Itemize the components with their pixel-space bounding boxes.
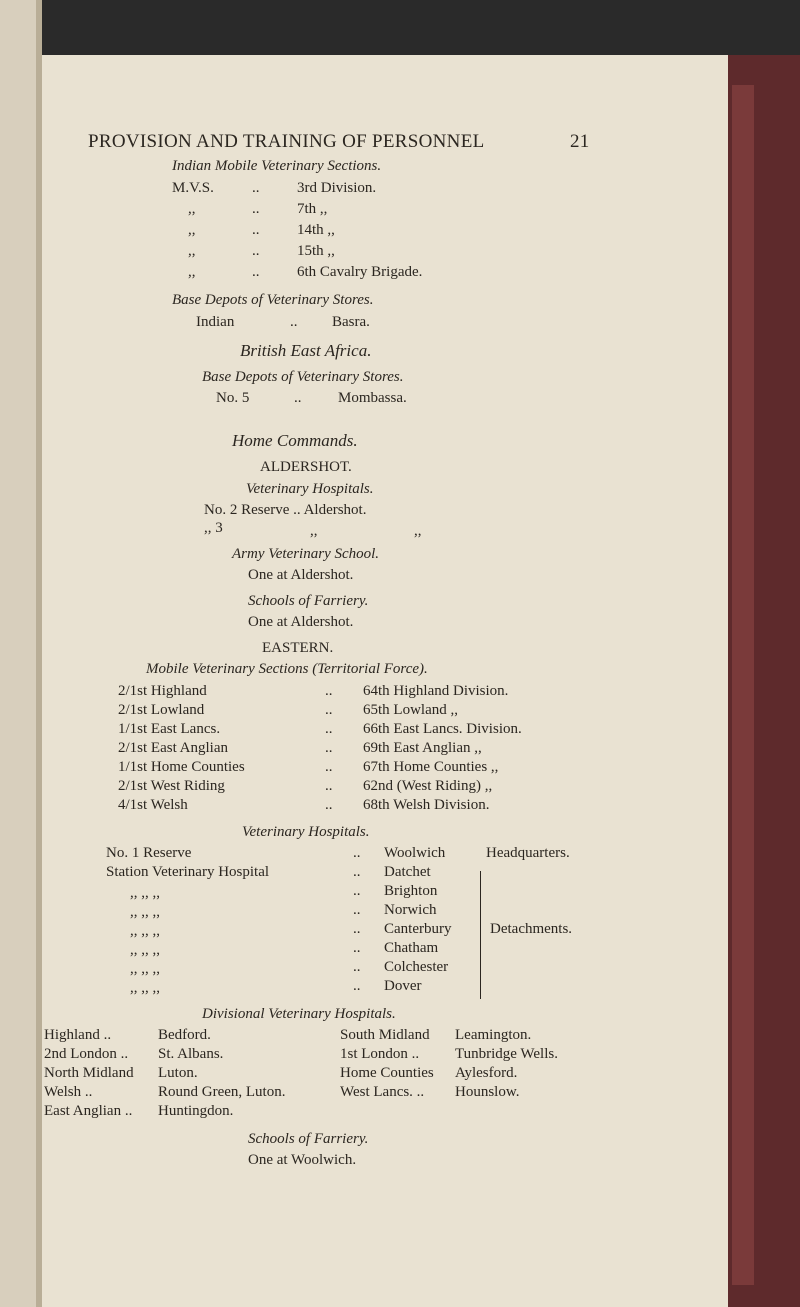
mvs-unit: 2/1st Highland bbox=[118, 683, 207, 699]
leader-dots: .. bbox=[353, 921, 361, 937]
leader-dots: .. bbox=[290, 314, 298, 330]
hospital-row: No. 2 Reserve .. Aldershot. bbox=[204, 502, 367, 518]
division-name: North Midland bbox=[44, 1065, 134, 1081]
division-name: Home Counties bbox=[340, 1065, 434, 1081]
detachments-label: Detachments. bbox=[490, 921, 573, 937]
ditto-mark: ,, ,, ,, bbox=[130, 942, 160, 958]
school-text: One at Aldershot. bbox=[248, 614, 354, 630]
division-name: West Lancs. .. bbox=[340, 1084, 425, 1100]
ditto-mark: ,, bbox=[188, 243, 196, 259]
subheading: Veterinary Hospitals. bbox=[246, 481, 374, 497]
mvs-value: 3rd Division. bbox=[297, 180, 377, 196]
subheading: Mobile Veterinary Sections (Territorial Force). bbox=[146, 661, 428, 677]
mvs-division: 67th Home Counties ,, bbox=[363, 759, 499, 775]
hospital-location: Chatham bbox=[384, 940, 439, 956]
subheading: Base Depots of Veterinary Stores. bbox=[172, 292, 374, 308]
mvs-unit: 2/1st East Anglian bbox=[118, 740, 228, 756]
leader-dots: .. bbox=[325, 702, 333, 718]
division-name: 1st London .. bbox=[340, 1046, 420, 1062]
school-text: One at Aldershot. bbox=[248, 567, 354, 583]
mvs-unit: 1/1st East Lancs. bbox=[118, 721, 221, 737]
ditto-mark: ,, ,, ,, bbox=[130, 923, 160, 939]
hospital-location: Dover bbox=[384, 978, 422, 994]
depot-label: No. 5 bbox=[216, 390, 250, 406]
hospital-location: Aylesford. bbox=[455, 1065, 518, 1081]
hospital-location: Huntingdon. bbox=[158, 1103, 234, 1119]
leader-dots: .. bbox=[353, 978, 361, 994]
leader-dots: .. bbox=[252, 243, 260, 259]
hospital-location: Hounslow. bbox=[455, 1084, 520, 1100]
leader-dots: .. bbox=[325, 797, 333, 813]
leader-dots: .. bbox=[325, 721, 333, 737]
leader-dots: .. bbox=[353, 864, 361, 880]
ditto-mark: ,, bbox=[414, 523, 422, 539]
mvs-value: 7th ,, bbox=[297, 201, 328, 217]
subheading: Base Depots of Veterinary Stores. bbox=[202, 369, 404, 385]
leader-dots: .. bbox=[294, 390, 302, 406]
mvs-division: 68th Welsh Division. bbox=[363, 797, 490, 813]
book-spine-shadow bbox=[0, 0, 42, 1307]
hospital-location: Colchester bbox=[384, 959, 449, 975]
mvs-division: 64th Highland Division. bbox=[363, 683, 509, 699]
subheading: Divisional Veterinary Hospitals. bbox=[202, 1006, 396, 1022]
leader-dots: .. bbox=[353, 959, 361, 975]
mvs-division: 62nd (West Riding) ,, bbox=[363, 778, 493, 794]
division-name: 2nd London .. bbox=[44, 1046, 129, 1062]
hospital-location: Canterbury bbox=[384, 921, 452, 937]
section-heading: Indian Mobile Veterinary Sections. bbox=[172, 158, 382, 174]
leader-dots: .. bbox=[353, 845, 361, 861]
subheading: Schools of Farriery. bbox=[248, 593, 369, 609]
book-cover-edge bbox=[722, 55, 800, 1307]
ditto-mark: ,, ,, ,, bbox=[130, 961, 160, 977]
division-name: East Anglian .. bbox=[44, 1103, 133, 1119]
command-heading: ALDERSHOT. bbox=[260, 459, 352, 475]
mvs-unit: 2/1st Lowland bbox=[118, 702, 205, 718]
subheading: Army Veterinary School. bbox=[232, 546, 380, 562]
subheading: Schools of Farriery. bbox=[248, 1131, 369, 1147]
division-name: Welsh .. bbox=[44, 1084, 93, 1100]
ditto-mark: ,, bbox=[310, 523, 318, 539]
hospital-location: Luton. bbox=[158, 1065, 198, 1081]
hospital-location: Bedford. bbox=[158, 1027, 211, 1043]
hospital-location: Datchet bbox=[384, 864, 431, 880]
leader-dots: .. bbox=[325, 683, 333, 699]
ditto-mark: ,, ,, ,, bbox=[130, 980, 160, 996]
leader-dots: .. bbox=[353, 883, 361, 899]
mvs-unit: 2/1st West Riding bbox=[118, 778, 225, 794]
hospital-location: Woolwich bbox=[384, 845, 446, 861]
depot-value: Mombassa. bbox=[338, 390, 407, 406]
hospital-name: No. 1 Reserve bbox=[106, 845, 192, 861]
division-name: Highland .. bbox=[44, 1027, 112, 1043]
depot-label: Indian bbox=[196, 314, 235, 330]
hospital-name: Station Veterinary Hospital bbox=[106, 864, 270, 880]
hospital-location: Brighton bbox=[384, 883, 438, 899]
division-name: South Midland bbox=[340, 1027, 430, 1043]
ditto-mark: ,, bbox=[188, 222, 196, 238]
mvs-unit: 1/1st Home Counties bbox=[118, 759, 245, 775]
hospital-location: Leamington. bbox=[455, 1027, 532, 1043]
hospital-location: Norwich bbox=[384, 902, 437, 918]
hospital-location: St. Albans. bbox=[158, 1046, 224, 1062]
subheading: Veterinary Hospitals. bbox=[242, 824, 370, 840]
leader-dots: .. bbox=[353, 940, 361, 956]
ditto-mark: ,, bbox=[188, 264, 196, 280]
section-heading: Home Commands. bbox=[232, 431, 358, 450]
mvs-value: 15th ,, bbox=[297, 243, 335, 259]
mvs-value: 6th Cavalry Brigade. bbox=[297, 264, 423, 280]
leader-dots: .. bbox=[252, 201, 260, 217]
leader-dots: .. bbox=[252, 222, 260, 238]
mvs-value: 14th ,, bbox=[297, 222, 335, 238]
page-number: 21 bbox=[570, 131, 590, 152]
section-heading: British East Africa. bbox=[240, 341, 372, 360]
mvs-division: 65th Lowland ,, bbox=[363, 702, 458, 718]
ditto-mark: ,, ,, ,, bbox=[130, 885, 160, 901]
leader-dots: .. bbox=[325, 740, 333, 756]
brace bbox=[480, 871, 481, 999]
leader-dots: .. bbox=[252, 180, 260, 196]
hospital-location: Round Green, Luton. bbox=[158, 1084, 286, 1100]
leader-dots: .. bbox=[353, 902, 361, 918]
mvs-division: 69th East Anglian ,, bbox=[363, 740, 482, 756]
depot-value: Basra. bbox=[332, 314, 370, 330]
hospital-location: Tunbridge Wells. bbox=[455, 1046, 558, 1062]
leader-dots: .. bbox=[325, 759, 333, 775]
leader-dots: .. bbox=[325, 778, 333, 794]
mvs-unit: 4/1st Welsh bbox=[118, 797, 188, 813]
ditto-mark: ,, ,, ,, bbox=[130, 904, 160, 920]
ditto-mark: ,, 3 bbox=[204, 520, 223, 536]
headquarters-label: Headquarters. bbox=[486, 845, 570, 861]
command-heading: EASTERN. bbox=[262, 640, 334, 656]
leader-dots: .. bbox=[252, 264, 260, 280]
school-text: One at Woolwich. bbox=[248, 1152, 357, 1168]
mvs-division: 66th East Lancs. Division. bbox=[363, 721, 522, 737]
book-page bbox=[42, 55, 728, 1307]
running-head: PROVISION AND TRAINING OF PERSONNEL bbox=[88, 131, 485, 152]
cover-binding bbox=[732, 85, 754, 1285]
ditto-mark: ,, bbox=[188, 201, 196, 217]
mvs-label: M.V.S. bbox=[172, 180, 214, 196]
